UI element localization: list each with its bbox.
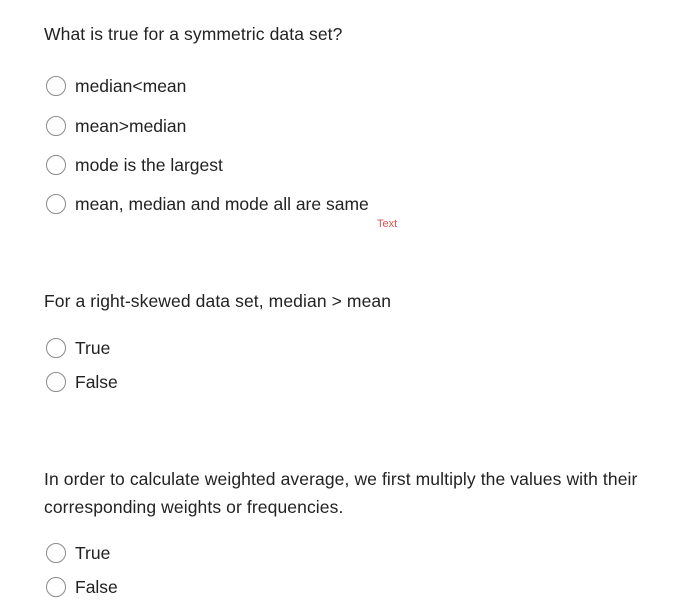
option-label: mean, median and mode all are same xyxy=(75,193,369,214)
q2-option-false[interactable] xyxy=(46,369,118,395)
option-label: False xyxy=(75,371,118,392)
radio-button[interactable] xyxy=(46,194,66,214)
radio-button[interactable] xyxy=(46,116,66,136)
radio-button[interactable] xyxy=(46,338,66,358)
radio-button[interactable] xyxy=(46,372,66,392)
option-label: mean>median xyxy=(75,115,187,136)
q1-option-3[interactable] xyxy=(46,152,223,178)
radio-button[interactable] xyxy=(46,76,66,96)
question-1-prompt: What is true for a symmetric data set? xyxy=(44,24,343,44)
option-label: True xyxy=(75,542,111,563)
radio-button[interactable] xyxy=(46,543,66,563)
q1-option-2[interactable] xyxy=(46,113,186,139)
q1-option-1[interactable] xyxy=(46,73,186,99)
option-label: mode is the largest xyxy=(75,154,223,175)
option-label: median<mean xyxy=(75,75,187,96)
option-label: False xyxy=(75,576,118,597)
option-label: True xyxy=(75,337,111,358)
radio-button[interactable] xyxy=(46,577,66,597)
q1-option-4[interactable] xyxy=(46,191,369,217)
q3-option-true[interactable] xyxy=(46,540,110,566)
question-2-prompt: For a right-skewed data set, median > mean xyxy=(44,291,392,311)
q3-option-false[interactable] xyxy=(46,574,118,600)
text-annotation: Text xyxy=(377,218,398,230)
q2-option-true[interactable] xyxy=(46,335,110,361)
question-3-prompt xyxy=(44,465,637,521)
question-3-prompt-line-1: In order to calculate weighted average, we first multiply the values with their xyxy=(44,469,638,489)
question-3-prompt-line-2: corresponding weights or frequencies. xyxy=(44,497,344,517)
radio-button[interactable] xyxy=(46,155,66,175)
